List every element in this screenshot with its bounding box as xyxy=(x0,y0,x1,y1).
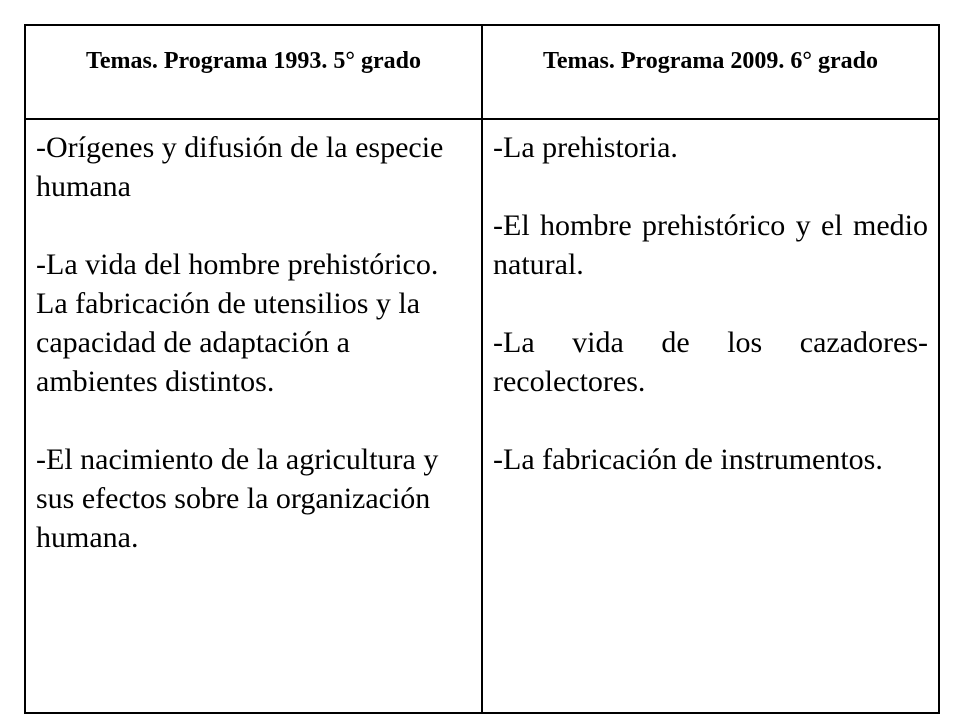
comparison-table xyxy=(24,24,940,714)
topic-item: -Orígenes y difusión de la especie humana xyxy=(36,131,444,203)
header-program-1993: Temas. Programa 1993. 5° grado xyxy=(25,25,482,119)
header-program-2009: Temas. Programa 2009. 6° grado xyxy=(482,25,939,119)
topic-item: -La vida de los cazadores-recolectores. xyxy=(493,326,928,398)
program-1993-topics xyxy=(25,119,482,713)
content-row xyxy=(25,119,939,713)
topic-item: -La fabricación de instrumentos. xyxy=(493,443,883,476)
topic-item: -La prehistoria. xyxy=(493,131,678,164)
topic-item: -El nacimiento de la agricultura y sus efectos sobre la organización humana. xyxy=(36,443,439,554)
program-2009-topics xyxy=(482,119,939,713)
header-row xyxy=(25,25,939,119)
topic-item: -El hombre prehistórico y el medio natural. xyxy=(493,209,928,281)
topic-item: -La vida del hombre prehistórico. La fabricación de utensilios y la capacidad de adaptación a ambientes distintos. xyxy=(36,248,439,398)
